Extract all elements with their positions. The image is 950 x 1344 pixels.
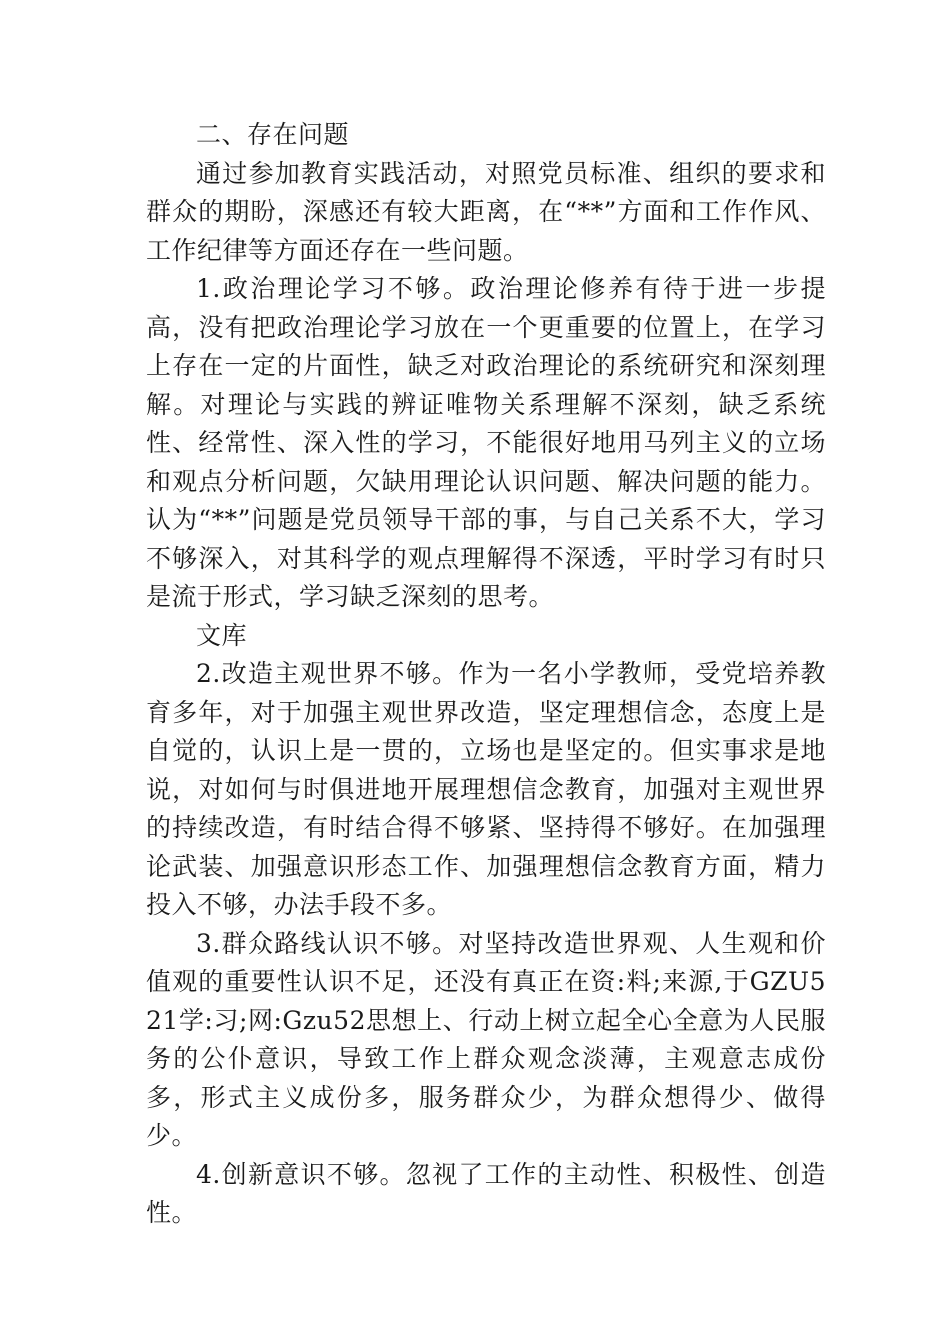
section-heading: 二、存在问题 <box>196 120 350 149</box>
watermark-text-line: 文库 <box>196 620 248 650</box>
item-4-paragraph: 4.创新意识不够。忽视了工作的主动性、积极性、创造性。 <box>146 1159 826 1227</box>
intro-paragraph: 通过参加教育实践活动，对照党员标准、组织的要求和群众的期盼，深感还有较大距离，在“**”方面和工作作风、工作纪律等方面还存在一些问题。 <box>146 158 826 265</box>
item-1-paragraph: 1.政治理论学习不够。政治理论修养有待于进一步提高，没有把政治理论学习放在一个更重要的位置上，在学习上存在一定的片面性，缺乏对政治理论的系统研究和深刻理解。对理论与实践的辨证唯物关系理解不深刻，缺乏系统性、经常性、深入性的学习，不能很好地用马列主义的立场和观点分析问题，欠缺用理论认识问题、解决问题的能力。认为“**”问题是党员领导干部的事，与自己关系不大，学习不够深入，对其科学的观点理解得不深透，平时学习有时只是流于形式，学习缺乏深刻的思考。 <box>146 274 826 611</box>
item-3-paragraph: 3.群众路线认识不够。对坚持改造世界观、人生观和价值观的重要性认识不足，还没有真正在资:料;来源,于GZU521学:习;网:Gzu52思想上、行动上树立起全心全意为人民服务的公仆意识，导致工作上群众观念淡薄，主观意志成份多，形式主义成份多，服务群众少，为群众想得少、做得少。 <box>146 928 826 1150</box>
item-2-paragraph: 2.改造主观世界不够。作为一名小学教师，受党培养教育多年，对于加强主观世界改造，坚定理想信念，态度上是自觉的，认识上是一贯的，立场也是坚定的。但实事求是地说，对如何与时俱进地开展理想信念教育，加强对主观世界的持续改造，有时结合得不够紧、坚持得不够好。在加强理论武装、加强意识形态工作、加强理想信念教育方面，精力投入不够，办法手段不多。 <box>146 659 826 919</box>
document-body <box>146 116 826 1233</box>
